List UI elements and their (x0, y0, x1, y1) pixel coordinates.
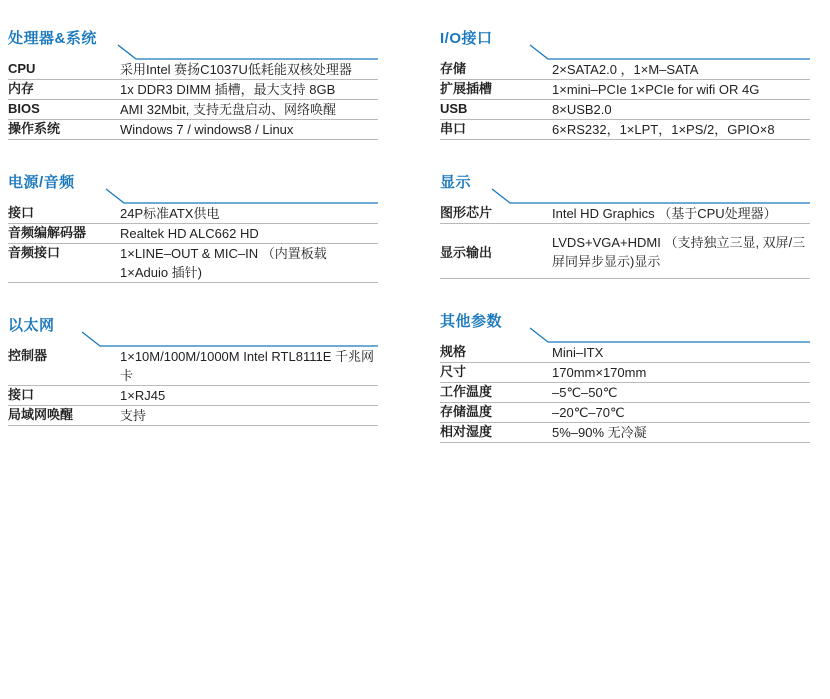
section-other-params (440, 313, 810, 443)
table-row (440, 423, 810, 443)
row-value: 采用Intel 赛扬C1037U低耗能双核处理器 (120, 60, 378, 80)
table-row (440, 120, 810, 140)
section-title: 处理器&系统 (8, 30, 97, 47)
table-row (440, 204, 810, 224)
spec-table (8, 60, 378, 140)
row-value: 支持 (120, 406, 378, 426)
row-label: 控制器 (8, 347, 120, 386)
row-label: 串口 (440, 120, 552, 140)
section-spacer (440, 140, 810, 174)
table-row (440, 100, 810, 120)
table-row (440, 403, 810, 423)
row-label: 音频接口 (8, 244, 120, 283)
row-label: 图形芯片 (440, 204, 552, 224)
section-title: 电源/音频 (8, 174, 75, 191)
section-io-ports (440, 30, 810, 140)
row-value: 24P标准ATX供电 (120, 204, 378, 224)
table-row (440, 80, 810, 100)
row-value: Windows 7 / windows8 / Linux (120, 120, 378, 140)
section-title: I/O接口 (440, 30, 493, 47)
left-column (8, 30, 378, 426)
row-value: 1×10M/100M/1000M Intel RTL8111E 千兆网卡 (120, 347, 378, 386)
row-value: LVDS+VGA+HDMI （支持独立三显, 双屏/三屏同异步显示)显示 (552, 224, 810, 279)
table-row (8, 224, 378, 244)
row-value: 8×USB2.0 (552, 100, 810, 120)
spec-table (440, 204, 810, 279)
row-value: 1×mini–PCIe 1×PCIe for wifi OR 4G (552, 80, 810, 100)
row-value: 1×RJ45 (120, 386, 378, 406)
section-header (8, 317, 378, 347)
row-label: BIOS (8, 100, 120, 120)
table-row (8, 100, 378, 120)
section-title: 显示 (440, 174, 472, 191)
row-value: Mini–ITX (552, 343, 810, 363)
row-label: 工作温度 (440, 383, 552, 403)
row-value: Intel HD Graphics （基于CPU处理器） (552, 204, 810, 224)
row-label: 存储 (440, 60, 552, 80)
table-row (440, 224, 810, 279)
table-row (8, 120, 378, 140)
section-display (440, 174, 810, 279)
row-label: 局域网唤醒 (8, 406, 120, 426)
header-rule (440, 44, 810, 60)
spec-table (440, 60, 810, 140)
section-header (8, 174, 378, 204)
right-column (440, 30, 810, 443)
table-row (8, 347, 378, 386)
section-spacer (440, 279, 810, 313)
row-value: 6×RS232，1×LPT，1×PS/2，GPIO×8 (552, 120, 810, 140)
section-title: 其他参数 (440, 313, 503, 330)
row-label: 操作系统 (8, 120, 120, 140)
row-value: 5%–90% 无冷凝 (552, 423, 810, 443)
spec-table (440, 343, 810, 443)
table-row (440, 363, 810, 383)
row-label: 相对湿度 (440, 423, 552, 443)
row-label: 内存 (8, 80, 120, 100)
row-label: USB (440, 100, 552, 120)
section-title: 以太网 (8, 317, 55, 334)
row-label: 规格 (440, 343, 552, 363)
row-label: 接口 (8, 204, 120, 224)
row-label: 存储温度 (440, 403, 552, 423)
table-row (440, 60, 810, 80)
row-label: 接口 (8, 386, 120, 406)
row-value: Realtek HD ALC662 HD (120, 224, 378, 244)
row-label: 音频编解码器 (8, 224, 120, 244)
section-header (8, 30, 378, 60)
spec-table (8, 347, 378, 426)
row-label: CPU (8, 60, 120, 80)
row-label: 显示输出 (440, 224, 552, 279)
section-ethernet (8, 317, 378, 426)
row-value: 1×LINE–OUT & MIC–IN （内置板载 1×Aduio 插针) (120, 244, 378, 283)
section-header (440, 174, 810, 204)
row-value: –5℃–50℃ (552, 383, 810, 403)
table-row (440, 383, 810, 403)
spec-table (8, 204, 378, 283)
section-cpu-system (8, 30, 378, 140)
table-row (440, 343, 810, 363)
row-value: 170mm×170mm (552, 363, 810, 383)
section-header (440, 30, 810, 60)
table-row (8, 80, 378, 100)
table-row (8, 60, 378, 80)
section-header (440, 313, 810, 343)
header-rule (8, 331, 378, 347)
section-power-audio (8, 174, 378, 283)
table-row (8, 244, 378, 283)
table-row (8, 406, 378, 426)
table-row (8, 386, 378, 406)
row-value: 1x DDR3 DIMM 插槽，最大支持 8GB (120, 80, 378, 100)
row-value: –20℃–70℃ (552, 403, 810, 423)
section-spacer (8, 283, 378, 317)
row-label: 扩展插槽 (440, 80, 552, 100)
header-rule (440, 188, 810, 204)
table-row (8, 204, 378, 224)
row-value: 2×SATA2.0 ，1×M–SATA (552, 60, 810, 80)
row-value: AMI 32Mbit, 支持无盘启动、网络唤醒 (120, 100, 378, 120)
row-label: 尺寸 (440, 363, 552, 383)
section-spacer (8, 140, 378, 174)
